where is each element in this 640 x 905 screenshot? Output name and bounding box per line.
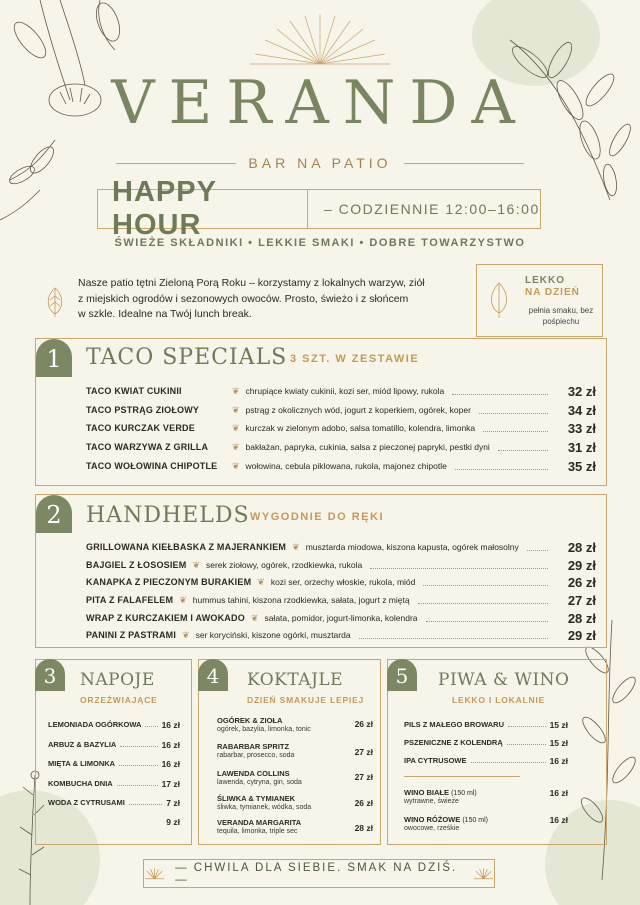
- beer-item: [404, 720, 568, 730]
- item-price: 29 zł: [567, 557, 596, 573]
- section-subtitle: ORZEŹWIAJĄCE: [80, 695, 158, 705]
- item-name: IPA CYTRUSOWE: [404, 756, 467, 765]
- item-price: 28 zł: [567, 610, 596, 626]
- section-subtitle: WYGODNIE DO RĘKI: [250, 511, 385, 523]
- leaf-icon: ❦: [182, 629, 190, 640]
- item-name: WINO BIAŁE: [404, 788, 449, 797]
- leaf-icon: ❦: [257, 576, 265, 587]
- item-name: KOMBUCHA DNIA: [48, 779, 113, 788]
- lekko-badge: [476, 264, 603, 337]
- dot-leader: [471, 756, 546, 763]
- item-name: ŚLIWKA & TYMIANEK: [217, 794, 296, 803]
- item-text: [217, 818, 355, 835]
- drink-item: [48, 798, 180, 808]
- divider: [116, 163, 236, 164]
- item-price: 16 zł: [549, 788, 568, 798]
- menu-item: [86, 592, 596, 608]
- happy-hour-title: HAPPY HOUR: [98, 190, 308, 228]
- item-volume: (150 ml): [462, 817, 489, 824]
- item-price: 27 zł: [354, 747, 373, 757]
- item-price: 35 zł: [567, 458, 596, 474]
- intro-line: z miejskich ogrodów i sezonowych owoców. Prosto, świeżo i z słońcem: [78, 292, 409, 305]
- item-name: WODA Z CYTRUSAMI: [48, 798, 125, 807]
- section-number: 3: [35, 659, 65, 691]
- item-price: 17 zł: [161, 779, 180, 789]
- dot-leader: [452, 387, 548, 395]
- dot-leader: [418, 596, 548, 604]
- wine-item: [404, 815, 568, 832]
- item-description: lawenda, cytryna, gin, soda: [217, 779, 302, 786]
- item-description: ogórek, bazylia, limonka, tonic: [217, 726, 311, 733]
- item-name: RABARBAR SPRITZ: [217, 742, 290, 751]
- dot-leader: [479, 406, 548, 414]
- item-name: PITA Z FALAFELEM: [86, 595, 174, 605]
- item-description: ser koryciński, kiszone ogórki, musztarda: [195, 630, 351, 640]
- tagline: ŚWIEŻE SKŁADNIKI • LEKKIE SMAKI • DOBRE TOWARZYSTWO: [114, 237, 526, 249]
- dot-leader: [370, 561, 548, 569]
- section-title: NAPOJE: [80, 670, 155, 690]
- leaf-icon: ❦: [232, 460, 240, 471]
- item-description: bakłażan, papryka, cukinia, salsa z pieczonej papryki, pestki dyni: [245, 442, 490, 452]
- item-price: 27 zł: [567, 592, 596, 608]
- item-name: PANINI Z PASTRAMI: [86, 630, 177, 640]
- footer-text: — CHWILA DLA SIEBIE. SMAK NA DZIŚ. —: [175, 861, 458, 886]
- item-description: kurczak w zielonym adobo, salsa tomatillo, kolendra, limonka: [245, 423, 476, 433]
- section-title: TACO SPECIALS: [86, 345, 288, 370]
- dot-leader: [507, 738, 546, 745]
- dot-leader: [423, 578, 548, 586]
- item-name: PILS Z MAŁEGO BROWARU: [404, 720, 504, 729]
- dot-leader: [483, 424, 548, 432]
- drink-item: [48, 817, 180, 827]
- leaf-icon: ❦: [179, 594, 187, 605]
- item-text: [217, 716, 355, 733]
- item-price: 27 zł: [354, 772, 373, 782]
- section-number: 1: [36, 339, 72, 377]
- badge-line-2: NA DZIEŃ: [525, 287, 580, 298]
- badge-description: pełnia smaku, bez pośpiechu: [528, 306, 594, 326]
- item-price: 32 zł: [567, 383, 596, 399]
- item-description: sałata, pomidor, jogurt-limonka, kolendra: [264, 613, 418, 623]
- item-name: TACO WARZYWA Z GRILLA: [86, 442, 209, 452]
- item-text: [217, 742, 355, 759]
- item-name: TACO KWIAT CUKINII: [86, 386, 182, 396]
- section-number: 4: [198, 659, 228, 691]
- item-text: [217, 794, 355, 811]
- section-number: 5: [387, 659, 417, 691]
- item-name: MIĘTA & LIMONKA: [48, 759, 116, 768]
- leaf-icon: ❦: [232, 385, 240, 396]
- menu-item: [86, 557, 596, 573]
- item-description: chrupiące kwiaty cukinii, kozi ser, miód lipowy, rukola: [245, 386, 445, 396]
- shell-icon: [473, 868, 494, 880]
- leaf-icon: [44, 284, 66, 318]
- item-price: 33 zł: [567, 420, 596, 436]
- menu-item: [86, 402, 596, 418]
- cocktail-item: [217, 818, 373, 835]
- item-description: wołowina, cebula piklowana, rukola, majonez chipotle: [245, 461, 447, 471]
- beer-item: [404, 738, 568, 748]
- item-name: TACO KURCZAK VERDE: [86, 423, 195, 433]
- item-description: musztarda miodowa, kiszona kapusta, ogórek małosolny: [305, 542, 519, 552]
- cocktail-item: [217, 794, 373, 811]
- item-name: TACO WOŁOWINA CHIPOTLE: [86, 461, 218, 471]
- item-price: 26 zł: [567, 574, 596, 590]
- shell-icon: [144, 868, 165, 880]
- item-price: 16 zł: [549, 756, 568, 766]
- section-number: 2: [36, 495, 72, 533]
- item-price: 28 zł: [354, 823, 373, 833]
- item-name: WRAP Z KURCZAKIEM I AWOKADO: [86, 613, 245, 623]
- section-napoje: [35, 659, 192, 845]
- item-name: VERANDA MARGARITA: [217, 818, 302, 827]
- drink-item: [48, 720, 180, 730]
- drink-item: [48, 779, 180, 789]
- sunburst-icon: [250, 12, 390, 67]
- dot-leader: [455, 462, 548, 470]
- menu-item: [86, 610, 596, 626]
- menu-item: [86, 627, 596, 643]
- wine-item: [404, 788, 568, 805]
- happy-hour-banner: [97, 176, 541, 241]
- dot-leader: [119, 759, 157, 766]
- drink-item: [48, 740, 180, 750]
- section-title: KOKTAJLE: [247, 670, 344, 690]
- section-koktajle: [198, 659, 381, 845]
- item-name: WINO RÓŻOWE: [404, 815, 461, 824]
- leaf-icon: ❦: [232, 441, 240, 452]
- item-text: [404, 788, 550, 805]
- item-price: 16 zł: [549, 815, 568, 825]
- item-text: [217, 769, 355, 786]
- section-title: PIWA & WINO: [438, 670, 570, 690]
- item-name: TACO PSTRĄG ZIOŁOWY: [86, 405, 200, 415]
- dot-leader: [129, 798, 162, 805]
- drink-item: [48, 759, 180, 769]
- menu-item: [86, 383, 596, 399]
- dot-leader: [359, 631, 548, 639]
- leaf-icon: ❦: [292, 541, 300, 552]
- intro-line: w szkle. Idealne na Twój lunch break.: [78, 308, 252, 320]
- item-text: [404, 815, 550, 832]
- section-taco-specials: [35, 338, 607, 486]
- cocktail-item: [217, 742, 373, 759]
- section-subtitle: LEKKO I LOKALNIE: [452, 695, 546, 705]
- item-name: PSZENICZNE Z KOLENDRĄ: [404, 738, 503, 747]
- item-description: owocowe, rześkie: [404, 825, 460, 832]
- leaf-icon: ❦: [232, 422, 240, 433]
- happy-hour-time: – CODZIENNIE 12:00–16:00: [324, 201, 540, 217]
- item-description: pstrąg z okolicznych wód, jogurt z koperkiem, ogórek, koper: [245, 405, 471, 415]
- item-description: śliwka, tymianek, wódka, soda: [217, 804, 312, 811]
- item-price: 31 zł: [567, 439, 596, 455]
- menu-item: [86, 574, 596, 590]
- item-name: GRILLOWANA KIEŁBASKA Z MAJERANKIEM: [86, 542, 287, 552]
- dot-leader: [527, 543, 548, 551]
- section-subtitle: DZIEŃ SMAKUJE LEPIEJ: [247, 695, 365, 705]
- badge-line-1: LEKKO: [525, 275, 565, 286]
- divider: [404, 776, 520, 777]
- item-price: 15 zł: [549, 738, 568, 748]
- cocktail-item: [217, 716, 373, 733]
- dot-leader: [426, 614, 548, 622]
- item-price: 7 zł: [166, 798, 180, 808]
- item-price: 9 zł: [166, 817, 180, 827]
- item-name: ARBUZ & BAZYLIA: [48, 740, 117, 749]
- section-title: HANDHELDS: [86, 503, 250, 528]
- item-name: OGÓREK & ZIOŁA: [217, 716, 283, 725]
- leaf-icon: ❦: [192, 559, 200, 570]
- item-price: 16 zł: [161, 740, 180, 750]
- dot-leader: [508, 720, 546, 727]
- item-price: 15 zł: [549, 720, 568, 730]
- section-handhelds: [35, 494, 607, 648]
- intro-line: Nasze patio tętni Zieloną Porą Roku – korzystamy z lokalnych warzyw, ziół: [78, 277, 425, 289]
- item-price: 34 zł: [567, 402, 596, 418]
- item-description: wytrawne, świeże: [404, 798, 459, 805]
- intro-text: [78, 276, 438, 323]
- leaf-icon: ❦: [232, 404, 240, 415]
- item-name: KANAPKA Z PIECZONYM BURAKIEM: [86, 577, 252, 587]
- item-price: 28 zł: [567, 539, 596, 555]
- dot-leader: [117, 779, 158, 786]
- item-price: 16 zł: [161, 759, 180, 769]
- item-description: hummus tahini, kiszona rzodkiewka, sałata, jogurt z miętą: [192, 595, 410, 605]
- section-piwa-wino: [387, 659, 607, 845]
- brand-title: VERANDA: [111, 68, 529, 138]
- item-price: 29 zł: [567, 627, 596, 643]
- dot-leader: [498, 443, 548, 451]
- dot-leader: [120, 740, 157, 747]
- cocktail-item: [217, 769, 373, 786]
- item-name: LEMONIADA OGÓRKOWA: [48, 720, 142, 729]
- item-description: serek ziołowy, ogórek, rzodkiewka, rukola: [206, 560, 363, 570]
- item-price: 26 zł: [354, 798, 373, 808]
- item-price: 16 zł: [161, 720, 180, 730]
- leaf-icon: [487, 279, 511, 319]
- item-description: tequila, limonka, triple sec: [217, 828, 298, 835]
- section-subtitle: 3 SZT. W ZESTAWIE: [290, 353, 420, 365]
- menu-item: [86, 539, 596, 555]
- menu-item: [86, 420, 596, 436]
- item-description: rabarbar, prosecco, soda: [217, 752, 295, 759]
- menu-item: [86, 458, 596, 474]
- item-name: LAWENDA COLLINS: [217, 769, 290, 778]
- footer-banner: [143, 859, 495, 888]
- item-volume: (150 ml): [451, 790, 477, 797]
- subtitle-row: [0, 155, 640, 171]
- brand-subtitle: BAR NA PATIO: [248, 155, 392, 171]
- beer-item: [404, 756, 568, 766]
- item-name: BAJGIEL Z ŁOSOSIEM: [86, 560, 187, 570]
- menu-item: [86, 439, 596, 455]
- item-price: 26 zł: [354, 719, 373, 729]
- dot-leader: [145, 720, 157, 727]
- item-description: kozi ser, orzechy włoskie, rukola, miód: [270, 577, 416, 587]
- leaf-icon: ❦: [250, 612, 259, 623]
- divider: [404, 163, 524, 164]
